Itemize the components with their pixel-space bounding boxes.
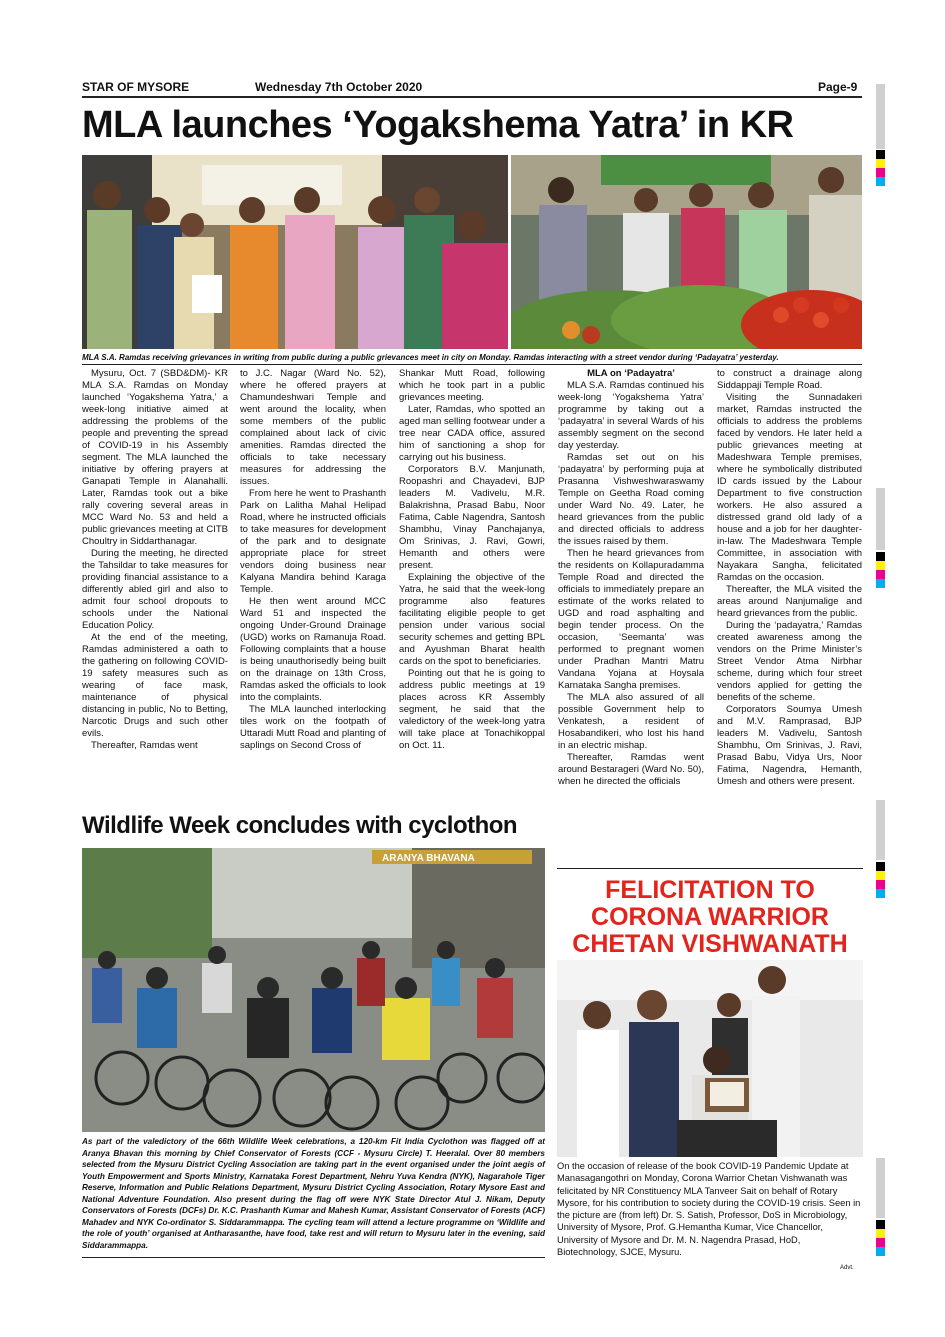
page-number: Page-9: [818, 80, 858, 94]
caption-rule-2: [82, 1257, 545, 1258]
paragraph: He then went around MCC Ward 51 and inspected the ongoing Under-Ground Drainage (UGD) works on Ramanuja Road. Following complaints that a house is being unauthorisedly being built on the drainage on 13th Cross, Ramdas asked the officials to look into the complaints.: [240, 596, 386, 703]
paragraph: Thereafter, Ramdas went: [91, 740, 198, 751]
felicitation-photo: [557, 960, 863, 1157]
paper-name: STAR OF MYSORE: [82, 80, 190, 94]
paragraph: Later, Ramdas, who spotted an aged man selling footwear under a tree near CADA office, assured him of sanctioning a shop for carrying out his business.: [399, 404, 545, 463]
paragraph: to J.C. Nagar (Ward No. 52), where he offered prayers at Chamundeshwari Temple and went around the locality, when some members of the public complained about lack of civic amenities. Ramdas directed the officials to take necessary measures for addressing the issues.: [240, 368, 386, 487]
margin-grey-bar: [876, 488, 885, 550]
paragraph: Thereafter, the MLA visited the areas around Nanjumalige and heard grievances from the public.: [717, 584, 862, 619]
registration-yellow: [876, 871, 885, 880]
header-rule: [82, 96, 862, 98]
paragraph: Corporators Soumya Umesh and M.V. Ramprasad, BJP leaders M. Vadivelu, Santosh Shambhu, Om Srinivas, J. Ravi, Prasad Babu, Vidya Urs, Noor Fatima, Nagendra, Hemanth, Umesh and others were present.: [717, 704, 862, 787]
registration-magenta: [876, 168, 885, 177]
paragraph: Visiting the Sunnadakeri market, Ramdas instructed the officials to address the problems faced by vendors. He later held a public grievances meeting at Madeshwara Temple premises, where he symbolically distributed ID cards issued by the Labour Department to five construction workers. He also assured a distressed grand old lady of a house and a job for her daughter-in-law. The Madeshwara Temple Committee, in association with Nayakara Sangha, felicitated Ramdas on the occasion.: [717, 392, 862, 583]
registration-black: [876, 552, 885, 561]
paragraph: Corporators B.V. Manjunath, Roopashri and Chayadevi, BJP leaders M. Vadivelu, M.R. Balakrishna, Prasad Babu, Noor Fatima, Cable Nagendra, Santosh Shambhu, Vinay Panchajanya, Om Srinivas, J. Ravi, Gowri, Hemanth and others were present.: [399, 464, 545, 571]
paragraph: From here he went to Prashanth Park on Lalitha Mahal Helipad Road, where he instructed officials to take measures for development of the park and to designate appropriate place for street vendors doing business near Kalyana Mandira behind Karaga Temple.: [240, 488, 386, 595]
registration-cyan: [876, 177, 885, 186]
registration-black: [876, 150, 885, 159]
registration-yellow: [876, 159, 885, 168]
paragraph: Ramdas set out on his ‘padayatra’ by performing puja at Prasanna Vishweshwaraswamy Temple on Geetha Road coming under Ward No. 49. Later, he heard grievances from the public and directed officials to address the issues raised by them.: [558, 452, 704, 547]
caption-rule-1: [82, 364, 862, 365]
advt-title-line-1: FELICITATION TO: [605, 876, 815, 904]
cyclothon-illustration: [82, 848, 545, 1132]
felicitation-illustration: [557, 960, 863, 1157]
paragraph: During the ‘padayatra,’ Ramdas created awareness among the vendors on the Prime Minister’s Street Vendor Atma Nirbhar scheme, during which four street vendors applied for getting the benefits of the scheme.: [717, 620, 862, 703]
advt-body: On the occasion of release of the book COVID-19 Pandemic Update at Manasagangothri on Monday, Corona Warrior Chetan Vishwanath was felicitated by NR Constituency MLA Tanveer Sait on behalf of Rotary Mysore, for his contribution to society during the COVID-19 crisis. Seen in the picture are (from left) Dr. S. Satish, Professor, DoS in Microbiology, University of Mysore, Prof. G.Hemantha Kumar, Vice Chancellor, University of Mysore and Dr. M. N. Nagendra Prasad, HoD, Biotechnology, SJCE, Mysuru.: [557, 1161, 861, 1258]
paragraph: Mysuru, Oct. 7 (SBD&DM)- KR MLA S.A. Ramdas on Monday launched ‘Yogakshema Yatra,’ a week-long initiative aimed at addressing the problems of the people and preventing the spread of COVID-19 in his Assembly segment. The MLA launched the initiative by offering prayers at Ganapati Temple in Alanahalli. Later, Ramdas took out a bike rally covering several areas in MCC Ward No. 53 and held a public grievances meeting at CITB Choultry in Siddarthanagar.: [82, 368, 228, 547]
margin-grey-bar: [876, 800, 885, 860]
paragraph: Thereafter, Ramdas went around Bestarageri (Ward No. 50), when he directed the officials: [558, 752, 704, 787]
story1-column-1: [82, 368, 228, 805]
street-vendor-photo: [511, 155, 862, 349]
paragraph: Pointing out that he is going to address public meetings at 19 places across KR Assembly segment, he said that the valedictory of the week-long yatra will take place at Tonachikoppal on Oct. 11.: [399, 668, 545, 751]
registration-yellow: [876, 561, 885, 570]
paragraph: MLA S.A. Ramdas continued his week-long ‘Yogakshema Yatra’ programme by taking out a ‘padayatra’ in several Wards of his assembly segment on the second day yesterday.: [558, 380, 704, 451]
story1-column-4: [558, 368, 704, 858]
advt-title-line-3: CHETAN VISHWANATH: [572, 930, 848, 958]
cyclothon-photo: [82, 848, 545, 1132]
registration-yellow: [876, 1229, 885, 1238]
main-headline: MLA launches ‘Yogakshema Yatra’ in KR: [82, 104, 794, 146]
story1-column-5: [717, 368, 862, 858]
aranya-bhavana-sign: ARANYA BHAVANA: [382, 853, 475, 864]
advt-rule: [557, 868, 863, 869]
margin-grey-bar: [876, 1158, 885, 1218]
grievances-meeting-photo: [82, 155, 508, 349]
street-vendor-illustration: [511, 155, 862, 349]
margin-grey-bar: [876, 84, 885, 149]
photo-caption-1: MLA S.A. Ramdas receiving grievances in writing from public during a public grievances meet in city on Monday. Ramdas interacting with a street vendor during ‘Padayatra’ yesterday.: [82, 353, 779, 362]
registration-magenta: [876, 570, 885, 579]
paragraph: Shankar Mutt Road, following which he took part in a public grievances meeting.: [399, 368, 545, 403]
registration-black: [876, 862, 885, 871]
story1-column-3: [399, 368, 545, 805]
paragraph: The MLA launched interlocking tiles work on the footpath of Uttaradi Mutt Road and planting of saplings on Second Cross of: [240, 704, 386, 751]
paragraph: to construct a drainage along Siddappaji Temple Road.: [717, 368, 862, 391]
registration-magenta: [876, 1238, 885, 1247]
paragraph: At the end of the meeting, Ramdas administered a oath to the gathering on following COVID-19 safety measures such as wearing of face mask, maintenance of physical distancing in public, No to Betting, Narcotic Drugs and such other evils.: [82, 632, 228, 739]
advt-tag: Advt.: [840, 1265, 854, 1271]
paragraph: Explaining the objective of the Yatra, he said that the week-long programme also features facilitating eligible people to get pension under various social security schemes and getting BPL and Ayushman Bharat health cards on the spot to beneficiaries.: [399, 572, 545, 667]
wildlife-headline: Wildlife Week concludes with cyclothon: [82, 812, 518, 839]
paragraph: During the meeting, he directed the Tahsildar to take measures for providing financial assistance to a differently abled girl and also to admit four school dropouts to schools under the National Education Policy.: [82, 548, 228, 631]
grievances-meeting-illustration: [82, 155, 508, 349]
subheading-padayatra: MLA on ‘Padayatra’: [587, 368, 675, 379]
registration-cyan: [876, 889, 885, 898]
paragraph: The MLA also assured of all possible Government help to Venkatesh, a resident of Hosabandikeri, who lost his hand in an electric mishap.: [558, 692, 704, 751]
registration-black: [876, 1220, 885, 1229]
story1-column-2: [240, 368, 386, 805]
paragraph: Then he heard grievances from the residents on Kollapuradamma Temple Road and directed the officials to immediately prepare an estimate of the works related to UGD and road asphalting and begin tender process. On the occasion, ‘Seemanta’ was performed to pregnant women under Pradhan Mantri Matru Vandana Yojana at Hoysala Karnataka Sangha premises.: [558, 548, 704, 691]
issue-date: Wednesday 7th October 2020: [255, 80, 423, 94]
registration-cyan: [876, 579, 885, 588]
advt-title-line-2: CORONA WARRIOR: [591, 903, 829, 931]
cyclothon-caption: As part of the valedictory of the 66th Wildlife Week celebrations, a 120-km Fit India Cyclothon was flagged off at Aranya Bhavan this morning by Chief Conservator of Forests (CCF - Mysuru Circle) T. Heeralal. Over 80 members selected from the Mysuru District Cycling Association are taking part in the event organised under the joint aegis of Youth Empowerment and Sports Ministry, Karnataka Forest Department, Nehru Yuva Kendra (NYK), Nagarahole Tiger Reserve, Information and Public Relations Department, Mysuru District Cycling Association, Rotary Mysore East and National Adventure Foundation. Also present during the flag off were NYK State Director Atul J. Nikam, Deputy Conservators of Forests (DCFs) Dr. K.C. Prashanth Kumar and Mahesh Kumar, Assistant Conservator of Forests (ACF) Mahadev and NYK Co-ordinator S. Siddarammappa. The cycling team will attend a lecture programme on ‘Wildlife and the role of youth’ organised at Antharasanthe, have food, take rest and will return to Mysuru later in the evening, said Siddarammappa.: [82, 1137, 545, 1250]
registration-cyan: [876, 1247, 885, 1256]
registration-magenta: [876, 880, 885, 889]
